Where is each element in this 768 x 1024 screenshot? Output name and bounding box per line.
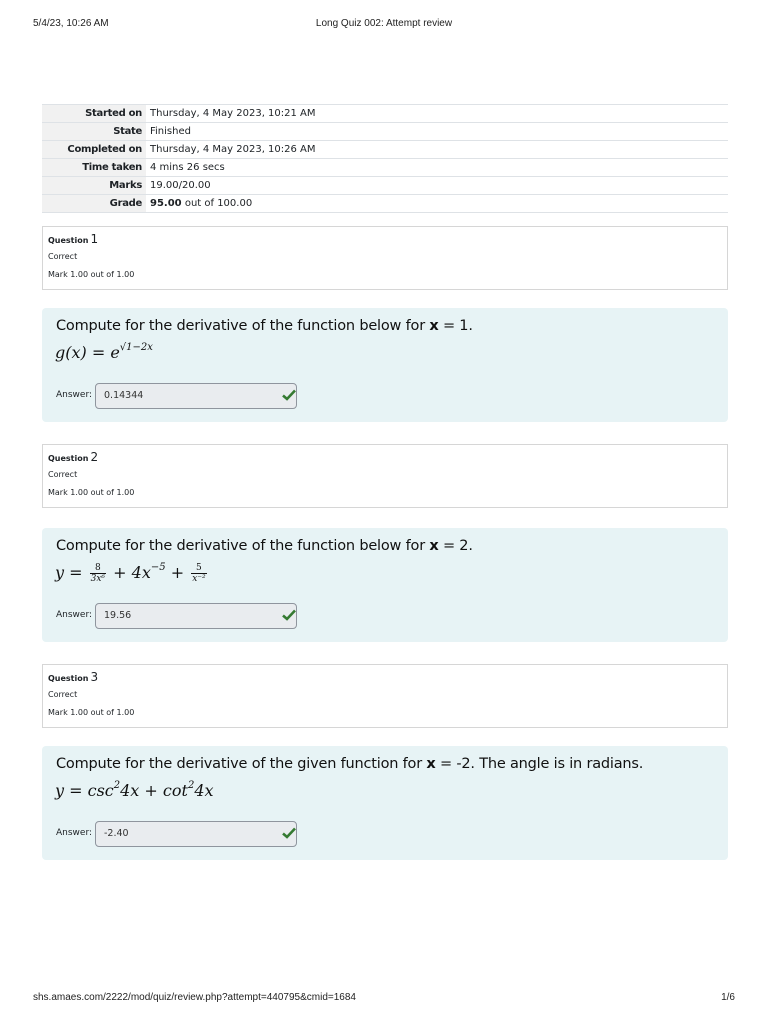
summary-label: Started on xyxy=(42,105,146,123)
summary-value: Thursday, 4 May 2023, 10:26 AM xyxy=(146,141,728,159)
grade-out-of: out of 100.00 xyxy=(181,198,253,209)
page-number: 1/6 xyxy=(721,992,735,1003)
page-url: shs.amaes.com/2222/mod/quiz/review.php?attempt=440795&cmid=1684 xyxy=(33,992,356,1003)
print-header xyxy=(33,18,735,32)
question-content-1 xyxy=(42,308,728,422)
check-icon xyxy=(282,827,296,839)
attempt-summary-table xyxy=(42,104,728,213)
answer-input[interactable]: -2.40 xyxy=(95,821,297,847)
question-number: Question 2 xyxy=(48,450,99,464)
question-text: Compute for the derivative of the given function for x = -2. The angle is in radians. xyxy=(56,756,644,772)
question-number: Question 3 xyxy=(48,670,99,684)
question-info-2 xyxy=(42,444,728,508)
summary-label: Grade xyxy=(42,195,146,213)
question-formula: $g(x) = e^{√1-2x}$ xyxy=(55,342,153,362)
question-content-2 xyxy=(42,528,728,642)
summary-value: 19.00/20.00 xyxy=(146,177,728,195)
summary-value: Thursday, 4 May 2023, 10:21 AM xyxy=(146,105,728,123)
summary-value: Finished xyxy=(146,123,728,141)
answer-label: Answer: xyxy=(56,390,93,400)
table-row xyxy=(42,141,728,159)
question-content-3 xyxy=(42,746,728,860)
table-row xyxy=(42,105,728,123)
question-info-3 xyxy=(42,664,728,728)
summary-value: 4 mins 26 secs xyxy=(146,159,728,177)
print-footer xyxy=(33,992,735,1006)
summary-value xyxy=(146,195,728,213)
summary-label: Marks xyxy=(42,177,146,195)
question-formula: $y = \csc^24x + \cot^24x$ xyxy=(55,780,214,800)
question-text: Compute for the derivative of the function below for x = 1. xyxy=(56,318,473,334)
question-state: Correct xyxy=(48,690,78,699)
answer-input[interactable]: 0.14344 xyxy=(95,383,297,409)
print-title: Long Quiz 002: Attempt review xyxy=(315,18,453,29)
table-row xyxy=(42,123,728,141)
summary-label: State xyxy=(42,123,146,141)
question-mark: Mark 1.00 out of 1.00 xyxy=(48,488,135,497)
check-icon xyxy=(282,609,296,621)
question-text: Compute for the derivative of the function below for x = 2. xyxy=(56,538,473,554)
question-mark: Mark 1.00 out of 1.00 xyxy=(48,270,135,279)
question-number: Question 1 xyxy=(48,232,99,246)
answer-label: Answer: xyxy=(56,828,93,838)
question-state: Correct xyxy=(48,470,78,479)
question-info-1 xyxy=(42,226,728,290)
question-state: Correct xyxy=(48,252,78,261)
summary-label: Time taken xyxy=(42,159,146,177)
table-row xyxy=(42,177,728,195)
answer-label: Answer: xyxy=(56,610,93,620)
answer-input[interactable]: 19.56 xyxy=(95,603,297,629)
table-row xyxy=(42,159,728,177)
question-mark: Mark 1.00 out of 1.00 xyxy=(48,708,135,717)
question-formula: y = $\frac{8}{\text{3x⁶}}$ + $4x^{-5}$ + $\frac{5}{\text{x⁻²}}$ xyxy=(55,562,206,584)
grade-value: 95.00 xyxy=(150,198,182,209)
summary-label: Completed on xyxy=(42,141,146,159)
table-row xyxy=(42,195,728,213)
check-icon xyxy=(282,389,296,401)
print-date: 5/4/23, 10:26 AM xyxy=(33,18,109,29)
